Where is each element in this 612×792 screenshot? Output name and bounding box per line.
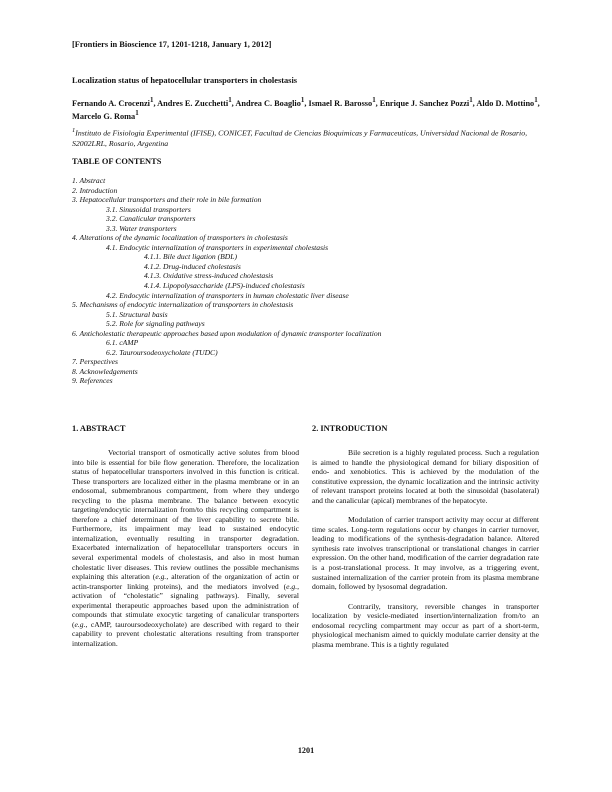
toc-item: 6. Anticholestatic therapeutic approaches based upon modulation of dynamic transporter localization <box>72 328 382 338</box>
affiliation-marker: 1 <box>72 127 76 134</box>
abstract-column <box>72 424 299 658</box>
toc-item: 7. Perspectives <box>72 357 118 367</box>
page-number: 1201 <box>297 746 315 755</box>
introduction-paragraph: Contrarily, transitory, reversible changes in transporter localization by vesicle-mediated insertion/internalization from/to an endosomal recycling compartment may occur as part of a short-term, physiological mechanism aimed to quickly modulate carrier density at the plasma membrane. This is a tightly regulated <box>312 601 539 649</box>
author-list: Fernando A. Crocenzi$^1$, Andres E. Zucchetti$^1$, Andrea C. Boaglio$^1$, Ismael R. Barosso$^1$, Enrique J. Sanchez Pozzi$^1$, Aldo D. Mottino$^1$, Marcelo G. Roma$^1$ <box>72 97 540 122</box>
toc-item: 5.1. Structural basis <box>106 309 168 319</box>
toc-item: 4. Alterations of the dynamic localization of transporters in cholestasis <box>72 233 288 243</box>
toc-item: 3.3. Water transporters <box>106 223 177 233</box>
toc-item: 3.1. Sinusoidal transporters <box>106 204 191 214</box>
abstract-heading: 1. ABSTRACT <box>72 424 126 433</box>
abstract-paragraph: Vectorial transport of osmotically active solutes from blood into bile is essential for bile flow generation. Therefore, the localization status of hepatocellular transporters involved in this function is critical. These transporters are localized either in the plasma membrane or in an endosomal, submembranous compartment, from where they undergo recycling to the plasma membrane. The balance between exocytic targeting/endocytic internalization from/to this recycling compartment is therefore a chief determinant of the liver capability to secrete bile. Furthermore, its impairment may lead to sustained endocytic internalization, eventually resulting in transporter degradation. Exacerbated internalization of hepatocellular transporters occurs in several experimental models of cholestasis, and also in most human cholestatic liver diseases. This review outlines the possible mechanisms explaining this alteration (e.g., alteration of the organization of actin or actin-transporter linking proteins), and the mediators involved (e.g., activation of “cholestatic” signaling pathways). Finally, several experimental therapeutic approaches based upon the administration of compounds that stimulate exocytic targeting of canalicular transporters (e.g., cAMP, tauroursodeoxycholate) are described with regard to their capability to prevent cholestatic alterations resulting from transporter internalization. <box>72 448 299 648</box>
toc-item: 5.2. Role for signaling pathways <box>106 319 205 329</box>
toc-item: 4.1.1. Bile duct ligation (BDL) <box>144 252 238 262</box>
toc-item: 1. Abstract <box>72 176 106 185</box>
abstract-body <box>72 448 299 648</box>
introduction-heading: 2. INTRODUCTION <box>312 424 388 433</box>
affiliation-text: Instituto de Fisiologia Experimental (IFISE), CONICET, Facultad de Ciencias Bioquimicas y Farmaceuticas, Universidad Nacional de Rosario, S2002LRL, Rosario, Argentina <box>72 128 528 149</box>
introduction-column <box>312 424 539 659</box>
toc-heading: TABLE OF CONTENTS <box>72 157 162 166</box>
toc-item: 4.1.2. Drug-induced cholestasis <box>144 261 241 271</box>
introduction-paragraph: Modulation of carrier transport activity may occur at different time scales. Long-term regulations occur by changes in carrier turnover, leading to modifications of the synthesis-degradation balance. Altered synthesis rate involves transcriptional or translational changes in carrier expression. On the other hand, modification of the carrier degradation rate is a post-translational process. It may involve, as a triggering event, sustained internalization of the carrier protein from its plasma membrane domain, followed by lysosomal degradation. <box>312 515 539 592</box>
toc-item: 4.1.4. Lipopolysaccharide (LPS)-induced cholestasis <box>144 281 305 291</box>
toc-item: 4.2. Endocytic internalization of transporters in human cholestatic liver disease <box>106 290 349 300</box>
toc-item: 4.1.3. Oxidative stress-induced cholestasis <box>144 271 274 281</box>
toc-item: 3. Hepatocellular transporters and their role in bile formation <box>72 195 262 205</box>
affiliation <box>72 126 540 150</box>
introduction-paragraph: Bile secretion is a highly regulated process. Such a regulation is aimed to handle the physiological demand for biliary disposition of endo- and xenobiotics. This is achieved by the modulation of the constitutive expression, the dynamic localization and the intrinsic activity of relevant transport proteins located at both the sinusoidal (basolateral) and the canalicular (apical) membranes of the hepatocyte. <box>312 448 539 505</box>
journal-header: [Frontiers in Bioscience 17, 1201-1218, January 1, 2012] <box>72 40 272 49</box>
toc-item: 4.1. Endocytic internalization of transporters in experimental cholestasis <box>106 242 329 252</box>
toc-item: 2. Introduction <box>72 185 118 195</box>
article-title: Localization status of hepatocellular transporters in cholestasis <box>72 76 298 85</box>
toc-item: 8. Acknowledgements <box>72 366 138 376</box>
table-of-contents <box>72 176 540 386</box>
toc-item: 3.2. Canalicular transporters <box>106 214 196 224</box>
toc-item: 6.1. cAMP <box>106 338 139 348</box>
introduction-body <box>312 448 539 649</box>
toc-item: 9. References <box>72 376 113 386</box>
toc-item: 6.2. Tauroursodeoxycholate (TUDC) <box>106 347 218 357</box>
toc-item: 5. Mechanisms of endocytic internalization of transporters in cholestasis <box>72 300 294 310</box>
